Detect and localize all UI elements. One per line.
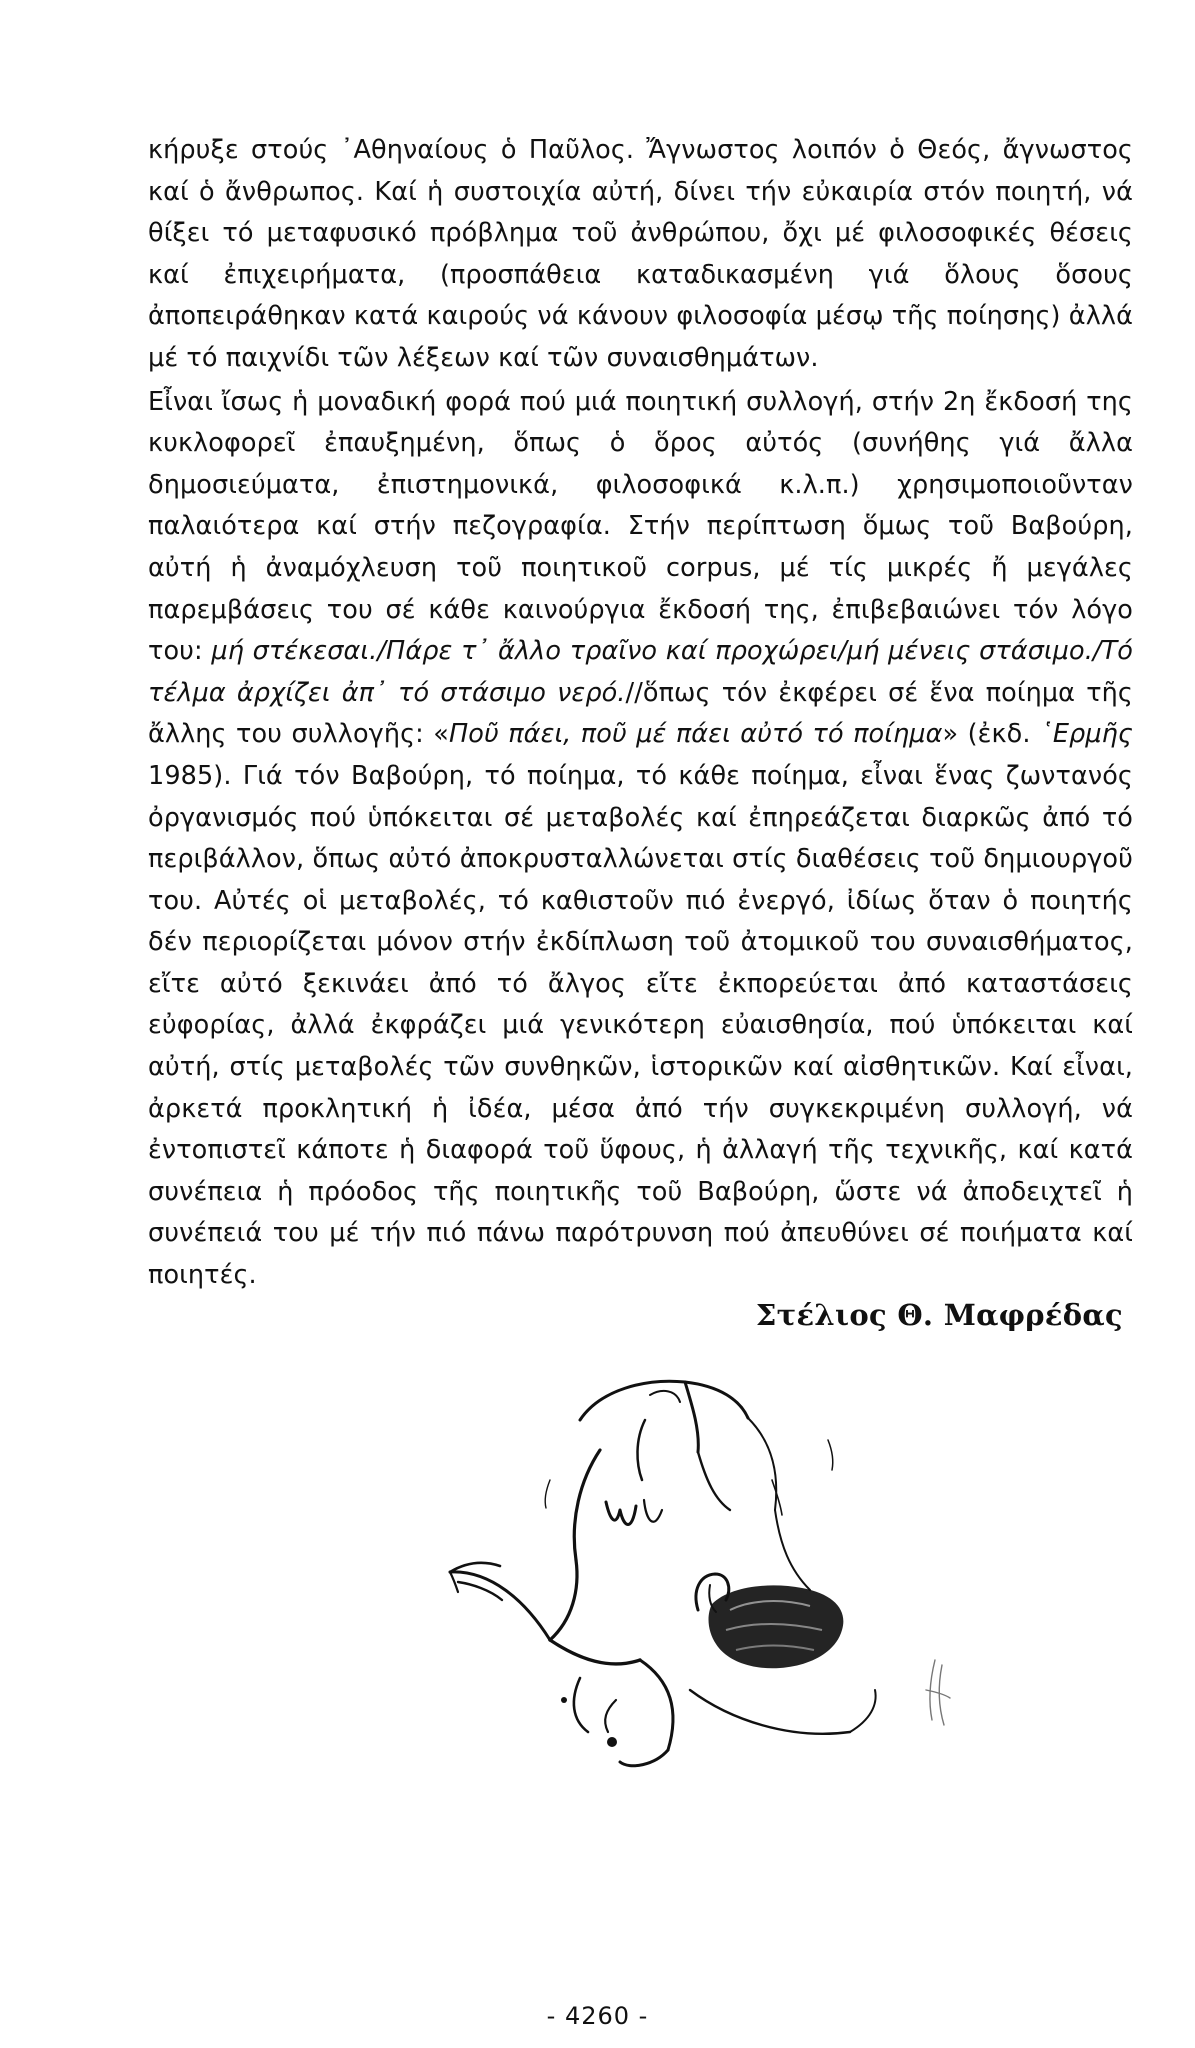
text-run: //ὅπως τόν ἐκφέρει σέ ἕνα ποίημα τῆς ἄλλης του συλλογῆς: « <box>148 677 1133 750</box>
text-run: 1985). Γιά τόν Βαβούρη, τό ποίημα, τό κάθε ποίημα, εἶναι ἕνας ζωντανός ὀργανισμός πού ὑπόκειται σέ μεταβολές καί ἐπηρεάζεται διαρκῶς ἀπό τό περιβάλλον, ὅπως αὐτό ἀποκρυσταλλώνεται στίς διαθέσεις τοῦ δημιουργοῦ του. Αὐτές οἱ μεταβολές, τό καθιστοῦν πιό ἐνεργό, ἰδίως ὅταν ὁ ποιητής δέν περιορίζεται μόνον στήν ἐκδίπλωση τοῦ ἀτομικοῦ του συναισθήματος, εἴτε αὐτό ξεκινάει ἀπό τό ἄλγος εἴτε ἐκπορεύεται ἀπό καταστάσεις εὐφορίας, ἀλλά ἐκφράζει μιά γενικότερη εὐαισθησία, πού ὑπόκειται καί αὐτή, στίς μεταβολές τῶν συνθηκῶν, ἱστορικῶν καί αἰσθητικῶν. Καί εἶναι, ἀρκετά προκλητική ἡ ἰδέα, μέσα ἀπό τήν συγκεκριμένη συλλογή, νά ἐντοπιστεῖ κάποτε ἡ διαφορά τοῦ ὕφους, ἡ ἀλλαγή τῆς τεχνικῆς, καί κατά συνέπεια ἡ πρόοδος τῆς ποιητικῆς τοῦ Βαβούρη, ὥστε νά ἀποδειχτεῖ ἡ συνέπειά του μέ τήν πιό πάνω παρότρυνση πού ἀπευθύνει σέ ποιήματα καί ποιητές. <box>148 760 1133 1291</box>
poem-quote-italic: μή στέκεσαι./Πάρε τ᾿ ἄλλο τραῖνο καί προχώρει/μή μένεις στάσιμο./Τό τέλμα ἀρχίζει ἀπ᾿ τό στάσιμο νερό. <box>148 636 1133 708</box>
paragraph-1 <box>148 130 1133 380</box>
text-run: κήρυξε στούς ᾿Αθηναίους ὁ Παῦλος. Ἄγνωστος λοιπόν ὁ Θεός, ἄγνωστος καί ὁ ἄνθρωπος. Καί ἡ συστοιχία αὐτή, δίνει τήν εὐκαιρία στόν ποιητή, νά θίξει τό μεταφυσικό πρόβλημα τοῦ ἀνθρώπου, ὄχι μέ φιλοσοφικές θέσεις καί ἐπιχειρήματα, (προσπάθεια καταδικασμένη γιά ὅλους ὅσους ἀποπειράθηκαν κατά καιρούς νά κάνουν φιλοσοφία μέσῳ τῆς ποίησης) ἀλλά μέ τό παιχνίδι τῶν λέξεων καί τῶν συναισθημάτων. <box>148 135 1133 373</box>
text-run: Εἶναι ἴσως ἡ μοναδική φορά πού μιά ποιητική συλλογή, στήν 2η ἔκδοσή της κυκλοφορεῖ ἐπαυξημένη, ὅπως ὁ ὅρος αὐτός (συνήθης γιά ἄλλα δημοσιεύματα, ἐπιστημονικά, φιλοσοφικά κ.λ.π.) χρησιμοποιοῦνταν παλαιότερα καί στήν πεζογραφία. Στήν περίπτωση ὅμως τοῦ Βαβούρη, αὐτή ἡ ἀναμόχλευση τοῦ ποιητικοῦ corpus, μέ τίς μικρές ἤ μεγάλες παρεμβάσεις του σέ κάθε καινούργια ἔκδοσή της, ἐπιβεβαιώνει τόν λόγο του: <box>148 386 1133 667</box>
ink-sketch-figure-icon <box>430 1360 970 1830</box>
text-run: » (ἐκδ. <box>942 719 1040 750</box>
paragraph-2 <box>148 382 1133 1297</box>
poem-title-italic: Ποῦ πάει, ποῦ μέ πάει αὐτό τό ποίημα <box>448 719 943 750</box>
page-number: - 4260 - <box>546 2002 649 2030</box>
body-text <box>148 130 1133 1297</box>
author-signature: Στέλιος Θ. Μαφρέδας <box>755 1298 1123 1332</box>
publisher-italic: ῾Ερμῆς <box>1039 719 1133 750</box>
